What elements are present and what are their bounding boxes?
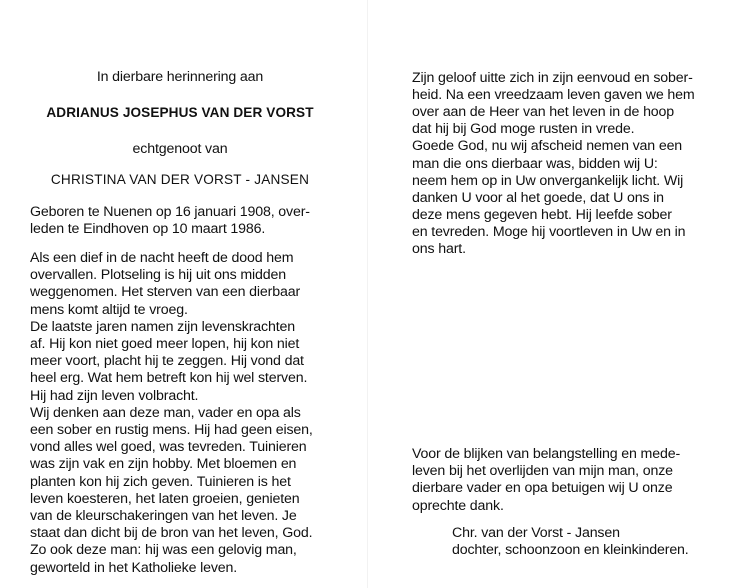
left-body-line: De laatste jaren namen zijn levenskrachten	[30, 318, 295, 335]
thanks-line: dierbare vader en opa betuigen wij U onze	[412, 480, 673, 497]
signature-line: Chr. van der Vorst - Jansen	[452, 525, 620, 541]
right-body-line: dat hij bij God moge rusten in vrede.	[412, 121, 635, 138]
right-body-line: Goede God, nu wij afscheid nemen van een	[412, 138, 683, 155]
right-body-line: over aan de Heer van het leven in de hoop	[412, 104, 675, 121]
left-body-line: weggenomen. Het sterven van een dierbaar	[30, 284, 301, 301]
left-body-line: Hij had zijn leven volbracht.	[30, 387, 199, 404]
thanks-line: oprechte dank.	[412, 497, 504, 514]
right-body-line: heid. Na een vreedzaam leven gaven we hem	[412, 87, 695, 104]
right-body-line: deze mens gegeven hebt. Hij leefde sober	[412, 206, 672, 223]
left-body-line: Wij denken aan deze man, vader en opa als	[30, 404, 301, 421]
left-body-line: vond alles wel goed, was tevreden. Tuinieren	[30, 439, 307, 456]
birth-line: leden te Eindhoven op 10 maart 1986.	[30, 221, 266, 238]
left-body-line: planten kon hij zich geven. Tuinieren is het	[30, 473, 291, 490]
thanks-line: Voor de blijken van belangstelling en mede-	[412, 446, 681, 462]
left-body-line: geworteld in het Katholieke leven.	[30, 559, 238, 576]
left-body-line: Zo ook deze man: hij was een gelovig man,	[30, 542, 297, 559]
left-body-line: mens komt altijd te vroeg.	[30, 301, 188, 318]
spouse-name: CHRISTINA VAN DER VORST - JANSEN	[50, 172, 310, 187]
right-body-line: neem hem op in Uw onvergankelijk licht. Wij	[412, 172, 684, 189]
card-fold	[367, 0, 368, 588]
right-body-line: ons hart.	[412, 241, 466, 257]
left-body-line: meer voort, placht hij te zeggen. Hij vond dat	[30, 353, 304, 370]
left-body-line: Als een dief in de nacht heeft de dood hem	[30, 250, 294, 266]
birth-line: Geboren te Nuenen op 16 januari 1908, over-	[30, 204, 310, 220]
signature-line: dochter, schoonzoon en kleinkinderen.	[452, 542, 689, 559]
left-body-line: van de kleurschakeringen van het leven. Je	[30, 508, 297, 524]
left-body-line: leven koesteren, het laten groeien, genieten	[30, 490, 300, 507]
right-body-line: en tevreden. Moge hij voortleven in Uw en in	[412, 223, 686, 240]
left-body-line: overvallen. Plotseling is hij uit ons midden	[30, 267, 287, 284]
spouse-intro: echtgenoot van	[132, 141, 228, 157]
right-body-line: Zijn geloof uitte zich in zijn eenvoud en sober-	[412, 70, 693, 86]
left-body-line: af. Hij kon niet goed meer lopen, hij kon niet	[30, 336, 300, 352]
left-body-line: een sober en rustig mens. Hij had geen eisen,	[30, 422, 313, 438]
intro-text: In dierbare herinnering aan	[96, 69, 264, 85]
right-body-line: danken U voor al het goede, dat U ons in	[412, 189, 664, 206]
deceased-name: ADRIANUS JOSEPHUS VAN DER VORST	[46, 105, 314, 120]
thanks-line: leven bij het overlijden van mijn man, onze	[412, 463, 673, 480]
left-body-line: was zijn vak en zijn hobby. Met bloemen en	[30, 456, 297, 473]
left-body-line: heel erg. Wat hem betreft kon hij wel sterven.	[30, 370, 308, 387]
left-body-line: staat dan dicht bij de bron van het leven, God.	[30, 525, 313, 542]
right-body-line: man die ons dierbaar was, bidden wij U:	[412, 155, 658, 172]
